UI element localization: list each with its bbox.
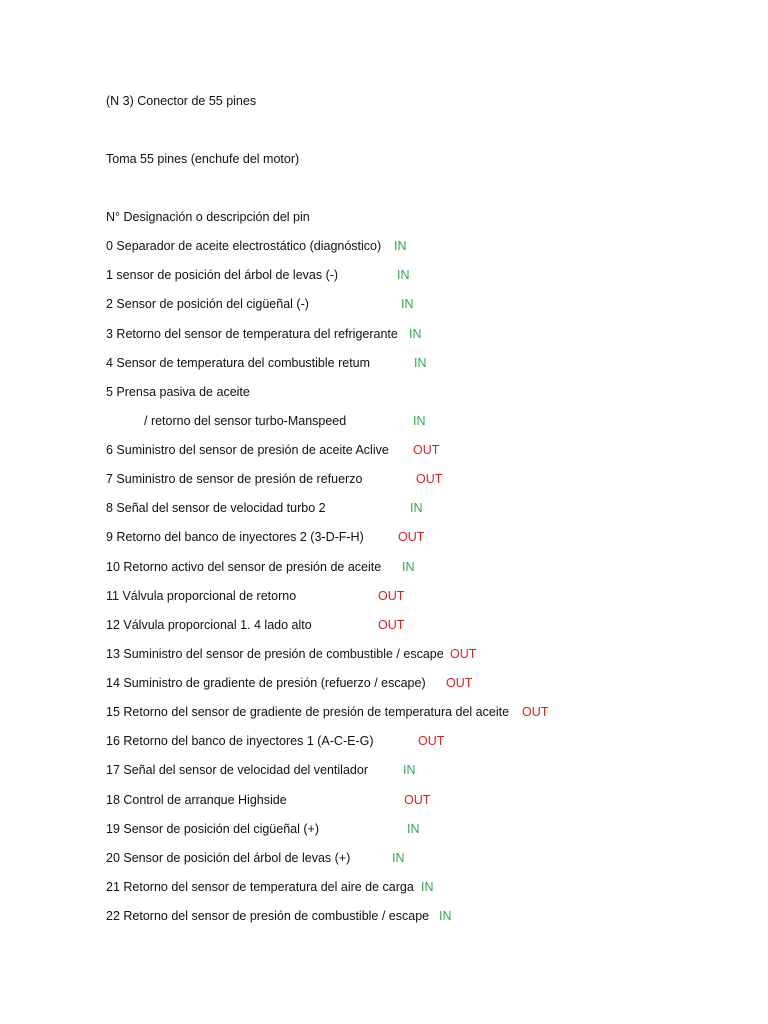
pin-row-19: 19 Sensor de posición del cigüeñal (+) (106, 822, 319, 836)
pin-row-5-continued: / retorno del sensor turbo-Manspeed (144, 414, 347, 428)
pin-row-0: 0 Separador de aceite electrostático (diagnóstico) (106, 239, 382, 253)
pin-direction-3: IN (409, 327, 422, 341)
pin-row-11: 11 Válvula proporcional de retorno (106, 589, 297, 603)
pin-row-13: 13 Suministro del sensor de presión de combustible / escape (106, 647, 444, 661)
pin-direction-15: OUT (522, 705, 549, 719)
document-subtitle: Toma 55 pines (enchufe del motor) (106, 152, 300, 166)
pin-direction-14: OUT (446, 676, 473, 690)
pin-row-1: 1 sensor de posición del árbol de levas (-) (106, 268, 339, 282)
pin-direction-10: IN (402, 560, 415, 574)
pin-direction-4: IN (414, 356, 427, 370)
pin-row-8: 8 Señal del sensor de velocidad turbo 2 (106, 501, 326, 515)
pin-direction-9: OUT (398, 530, 425, 544)
pin-row-3: 3 Retorno del sensor de temperatura del refrigerante (106, 327, 398, 341)
pin-direction-18: OUT (404, 793, 431, 807)
pin-row-16: 16 Retorno del banco de inyectores 1 (A-C-E-G) (106, 734, 374, 748)
pin-direction-7: OUT (416, 472, 443, 486)
pin-row-12: 12 Válvula proporcional 1. 4 lado alto (106, 618, 312, 632)
pin-row-6: 6 Suministro del sensor de presión de aceite Aclive (106, 443, 389, 457)
pin-direction-13: OUT (450, 647, 477, 661)
pin-row-9: 9 Retorno del banco de inyectores 2 (3-D-F-H) (106, 530, 364, 544)
pin-direction-12: OUT (378, 618, 405, 632)
pin-row-14: 14 Suministro de gradiente de presión (refuerzo / escape) (106, 676, 426, 690)
pin-direction-21: IN (421, 880, 434, 894)
pin-direction-16: OUT (418, 734, 445, 748)
pin-direction-5: IN (413, 414, 426, 428)
pin-row-18: 18 Control de arranque Highside (106, 793, 287, 807)
pin-row-10: 10 Retorno activo del sensor de presión de aceite (106, 560, 382, 574)
pin-row-5: 5 Prensa pasiva de aceite (106, 385, 250, 399)
pin-direction-1: IN (397, 268, 410, 282)
pin-row-4: 4 Sensor de temperatura del combustible retum (106, 356, 371, 370)
document-title: (N 3) Conector de 55 pines (106, 94, 257, 108)
table-header: N° Designación o descripción del pin (106, 210, 310, 224)
pin-row-7: 7 Suministro de sensor de presión de refuerzo (106, 472, 363, 486)
pin-direction-20: IN (392, 851, 405, 865)
pin-row-2: 2 Sensor de posición del cigüeñal (-) (106, 297, 309, 311)
pin-direction-19: IN (407, 822, 420, 836)
pin-direction-22: IN (439, 909, 452, 923)
pin-direction-6: OUT (413, 443, 440, 457)
pin-row-15: 15 Retorno del sensor de gradiente de presión de temperatura del aceite (106, 705, 510, 719)
pin-row-20: 20 Sensor de posición del árbol de levas (+) (106, 851, 351, 865)
pin-direction-0: IN (394, 239, 407, 253)
pin-row-17: 17 Señal del sensor de velocidad del ventilador (106, 763, 368, 777)
pin-direction-2: IN (401, 297, 414, 311)
pin-direction-17: IN (403, 763, 416, 777)
pin-row-21: 21 Retorno del sensor de temperatura del aire de carga (106, 880, 414, 894)
pin-direction-8: IN (410, 501, 423, 515)
pin-row-22: 22 Retorno del sensor de presión de combustible / escape (106, 909, 430, 923)
pin-direction-11: OUT (378, 589, 405, 603)
